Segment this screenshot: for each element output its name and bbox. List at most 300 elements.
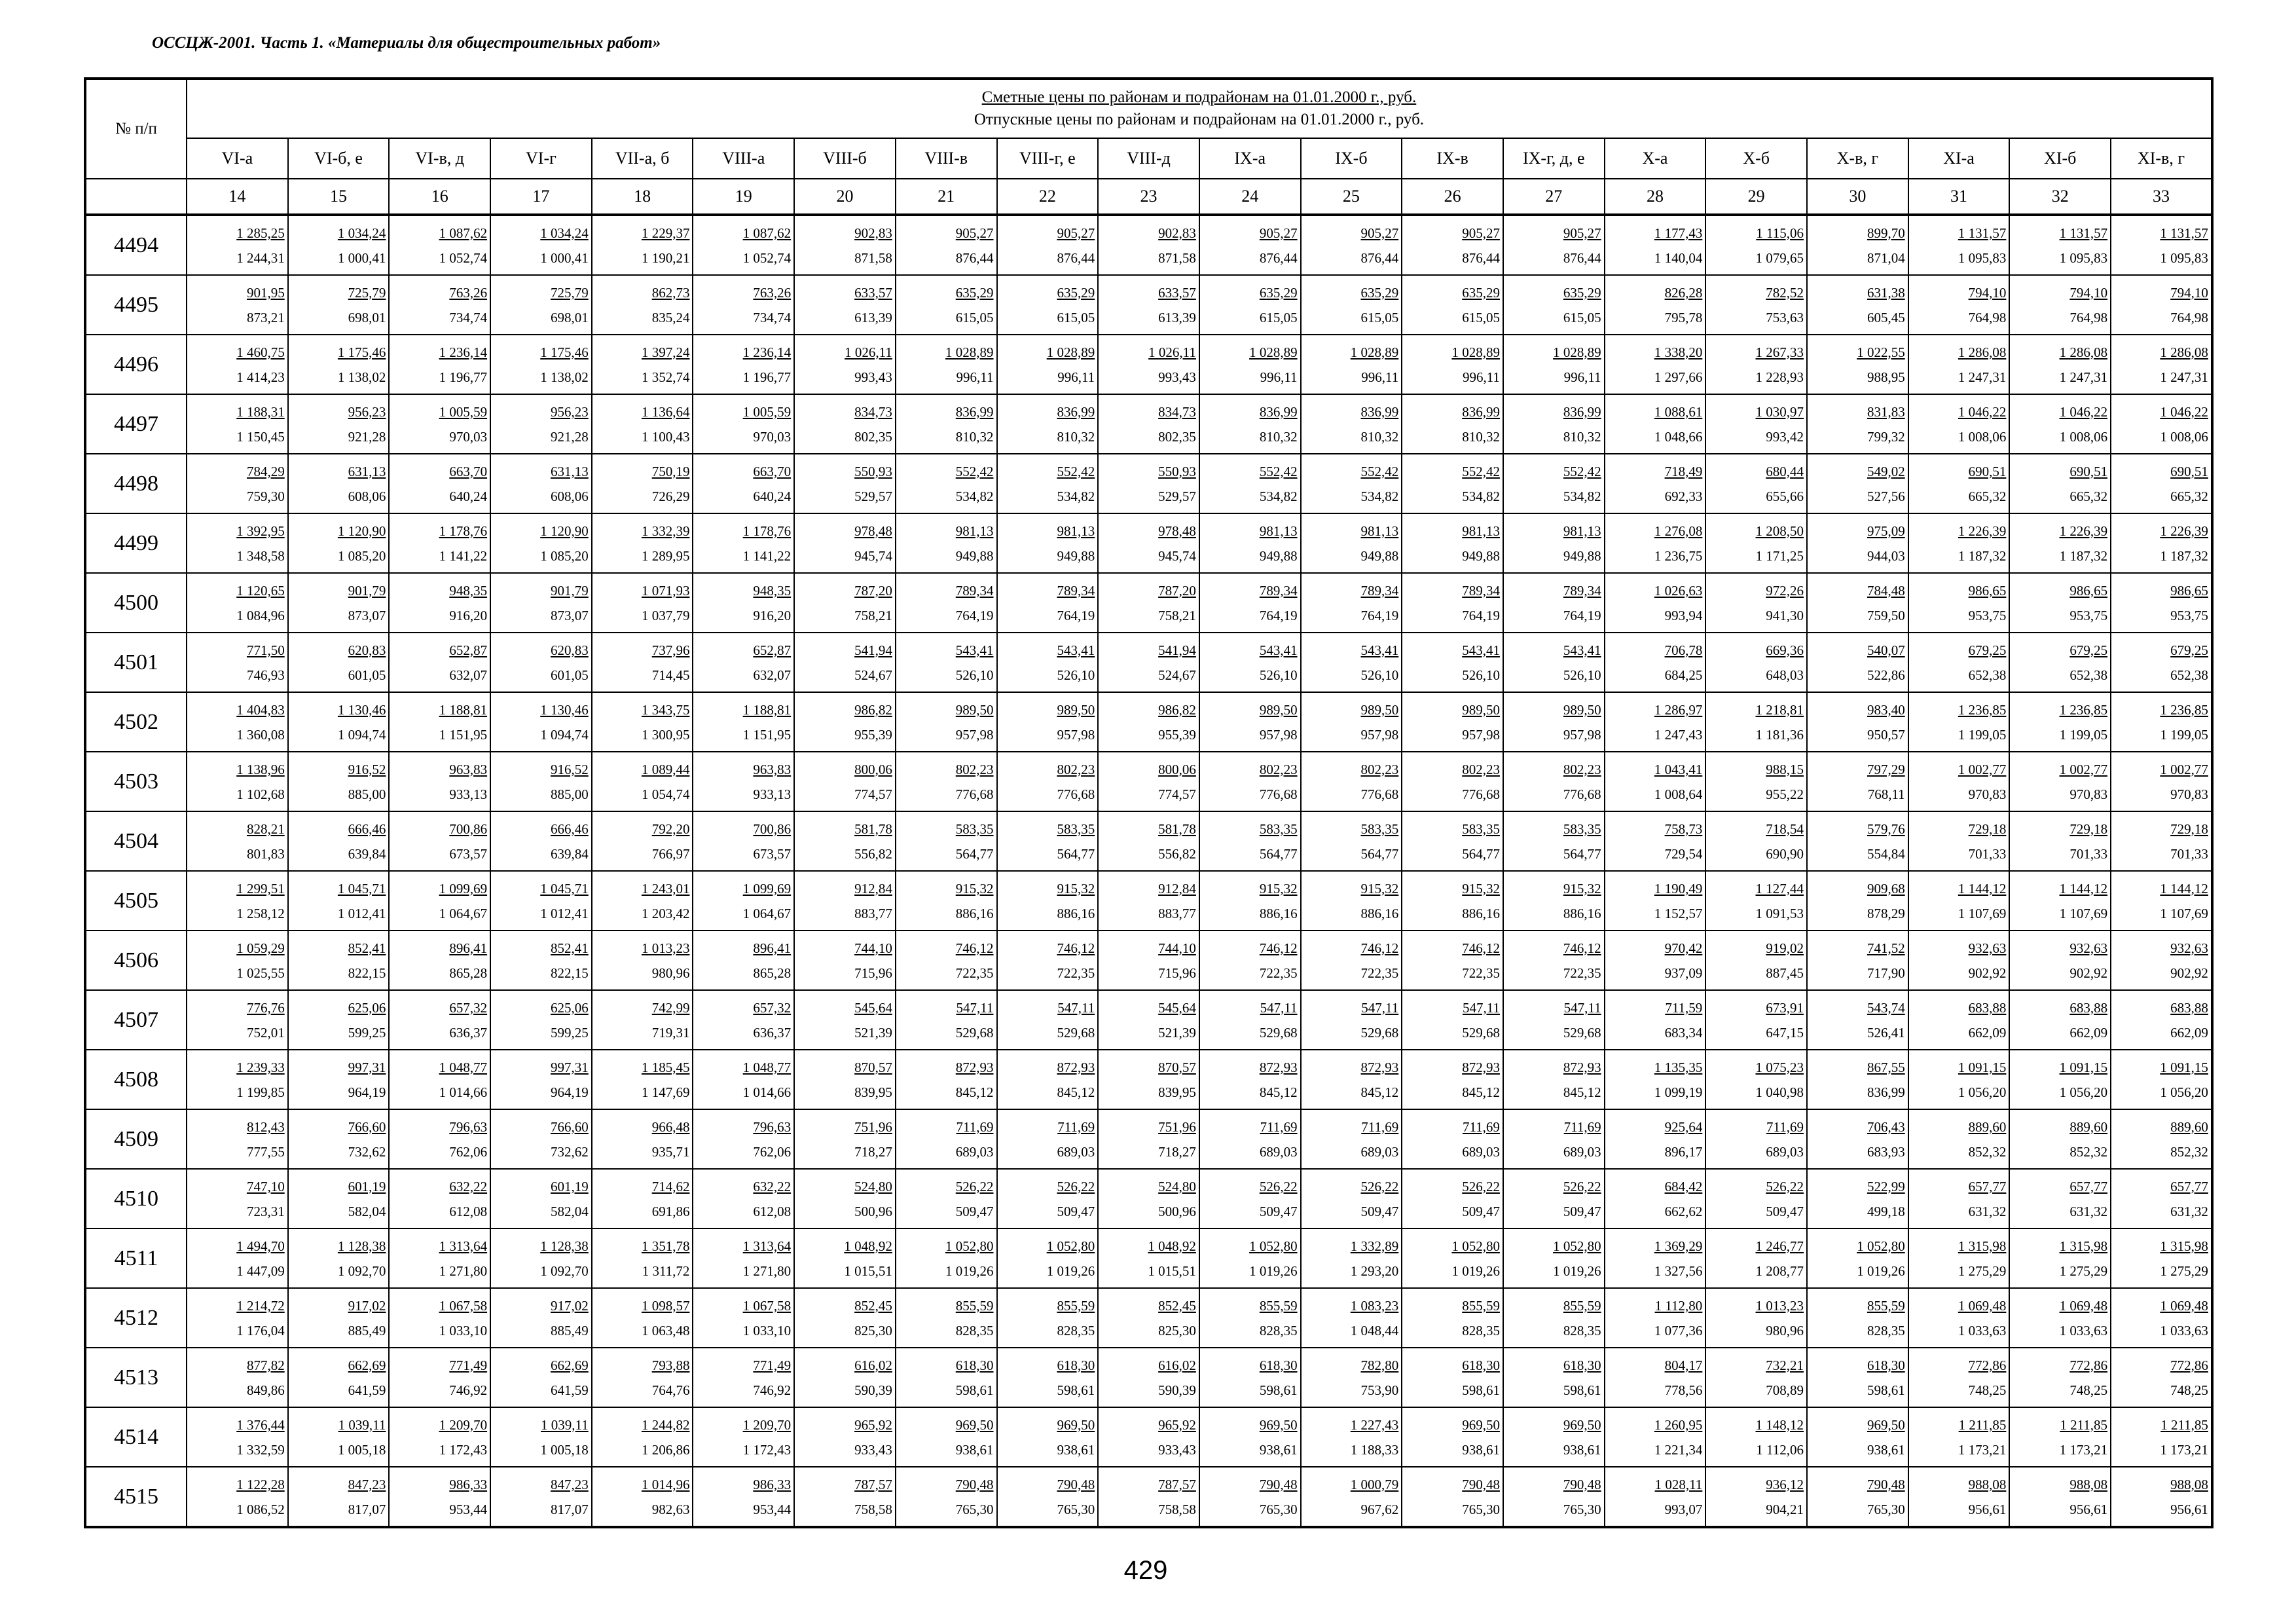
price-cell xyxy=(389,215,490,275)
price-cell xyxy=(1908,1288,2010,1348)
estimated-price: 1 130,46 xyxy=(337,701,386,718)
estimated-price: 1 088,61 xyxy=(1654,403,1703,420)
estimated-price: 666,46 xyxy=(348,821,386,837)
release-price: 1 077,36 xyxy=(1654,1322,1703,1338)
price-cell xyxy=(389,1288,490,1348)
estimated-price: 905,27 xyxy=(1360,225,1399,241)
estimated-price: 963,83 xyxy=(449,761,488,777)
estimated-price: 794,10 xyxy=(2170,284,2208,301)
release-price: 765,30 xyxy=(955,1501,994,1517)
release-price: 956,61 xyxy=(2069,1501,2108,1517)
estimated-price: 1 013,23 xyxy=(1755,1297,1804,1314)
price-cell xyxy=(1098,931,1199,990)
row-number: 4504 xyxy=(85,811,187,871)
price-cell xyxy=(1705,215,1807,275)
estimated-price: 917,02 xyxy=(551,1297,589,1314)
release-price: 876,44 xyxy=(1462,249,1500,266)
price-cell xyxy=(794,752,896,811)
price-cell xyxy=(1199,811,1301,871)
release-price: 529,68 xyxy=(1462,1024,1500,1041)
release-price: 564,77 xyxy=(1360,845,1399,862)
estimated-price: 1 369,29 xyxy=(1654,1238,1703,1254)
release-price: 996,11 xyxy=(956,369,994,385)
release-price: 722,35 xyxy=(1360,965,1399,981)
price-cell xyxy=(1807,1467,1908,1527)
release-price: 933,43 xyxy=(854,1441,892,1458)
release-price: 689,03 xyxy=(955,1143,994,1160)
release-price: 615,05 xyxy=(1462,309,1500,325)
estimated-price: 1 286,08 xyxy=(2059,344,2108,360)
release-price: 852,32 xyxy=(2170,1143,2208,1160)
price-cell xyxy=(997,1348,1099,1407)
estimated-price: 1 028,89 xyxy=(1451,344,1500,360)
estimated-price: 742,99 xyxy=(651,999,690,1016)
estimated-price: 711,69 xyxy=(956,1118,994,1135)
release-price: 1 019,26 xyxy=(1249,1263,1298,1279)
estimated-price: 1 098,57 xyxy=(641,1297,690,1314)
release-price: 608,06 xyxy=(551,488,589,504)
release-price: 691,86 xyxy=(651,1203,690,1219)
release-price: 662,09 xyxy=(1968,1024,2007,1041)
price-cell xyxy=(592,513,693,573)
release-price: 509,47 xyxy=(1563,1203,1601,1219)
release-price: 822,15 xyxy=(551,965,589,981)
estimated-price: 986,65 xyxy=(1968,582,2007,599)
estimated-price: 1 046,22 xyxy=(2059,403,2108,420)
estimated-price: 782,80 xyxy=(1360,1357,1399,1373)
estimated-price: 522,99 xyxy=(1867,1178,1905,1194)
estimated-price: 746,12 xyxy=(955,940,994,956)
price-cell xyxy=(1908,633,2010,692)
release-price: 758,21 xyxy=(854,607,892,623)
price-cell xyxy=(2009,692,2111,752)
price-cell xyxy=(1098,1288,1199,1348)
table-row xyxy=(85,1169,2212,1228)
price-cell xyxy=(1605,1288,1706,1348)
column-number: 17 xyxy=(490,179,592,215)
price-cell xyxy=(1402,1228,1503,1288)
estimated-price: 1 048,92 xyxy=(844,1238,892,1254)
release-price: 662,09 xyxy=(2069,1024,2108,1041)
estimated-price: 632,22 xyxy=(449,1178,488,1194)
estimated-price: 989,50 xyxy=(1259,701,1298,718)
row-number: 4500 xyxy=(85,573,187,633)
release-price: 652,38 xyxy=(2170,667,2208,683)
release-price: 1 019,26 xyxy=(945,1263,994,1279)
table-row xyxy=(85,633,2212,692)
table-row xyxy=(85,335,2212,394)
release-price: 1 033,10 xyxy=(439,1322,488,1338)
column-number: 31 xyxy=(1908,179,2010,215)
column-number-row xyxy=(85,179,2212,215)
release-price: 964,19 xyxy=(348,1084,386,1100)
estimated-price: 549,02 xyxy=(1867,463,1905,479)
estimated-price: 1 315,98 xyxy=(1958,1238,2007,1254)
column-number: 30 xyxy=(1807,179,1908,215)
estimated-price: 989,50 xyxy=(1057,701,1095,718)
price-cell xyxy=(896,454,997,513)
price-cell xyxy=(997,692,1099,752)
column-number: 23 xyxy=(1098,179,1199,215)
region-header: XI-б xyxy=(2009,138,2111,179)
table-body xyxy=(85,215,2212,1527)
estimated-price: 925,64 xyxy=(1664,1118,1703,1135)
table-row xyxy=(85,454,2212,513)
estimated-price: 652,87 xyxy=(753,642,792,658)
release-price: 529,68 xyxy=(955,1024,994,1041)
price-cell xyxy=(1605,633,1706,692)
estimated-price: 969,50 xyxy=(1867,1416,1905,1433)
release-price: 1 092,70 xyxy=(337,1263,386,1279)
estimated-price: 657,77 xyxy=(2170,1178,2208,1194)
price-cell xyxy=(1908,573,2010,633)
estimated-price: 711,69 xyxy=(1563,1118,1601,1135)
price-cell xyxy=(490,692,592,752)
release-price: 683,34 xyxy=(1664,1024,1703,1041)
price-cell xyxy=(2009,394,2111,454)
price-cell xyxy=(592,454,693,513)
region-header: VI-в, д xyxy=(389,138,490,179)
release-price: 937,09 xyxy=(1664,965,1703,981)
estimated-price: 826,28 xyxy=(1664,284,1703,301)
release-price: 612,08 xyxy=(753,1203,792,1219)
estimated-price: 981,13 xyxy=(1360,523,1399,539)
release-price: 734,74 xyxy=(753,309,792,325)
price-cell xyxy=(997,215,1099,275)
table-row xyxy=(85,931,2212,990)
estimated-price: 1 034,24 xyxy=(337,225,386,241)
release-price: 955,39 xyxy=(854,726,892,743)
release-price: 1 247,43 xyxy=(1654,726,1703,743)
estimated-price: 986,65 xyxy=(2069,582,2108,599)
price-cell xyxy=(2111,275,2212,335)
estimated-price: 1 227,43 xyxy=(1350,1416,1399,1433)
release-price: 810,32 xyxy=(1563,428,1601,445)
price-cell xyxy=(693,215,794,275)
release-price: 758,21 xyxy=(1158,607,1196,623)
release-price: 802,35 xyxy=(854,428,892,445)
price-cell xyxy=(187,692,288,752)
estimated-price: 1 188,81 xyxy=(439,701,488,718)
release-price: 957,98 xyxy=(1057,726,1095,743)
release-price: 1 085,20 xyxy=(337,547,386,564)
price-cell xyxy=(997,1228,1099,1288)
column-number: 14 xyxy=(187,179,288,215)
price-cell xyxy=(2111,1228,2212,1288)
price-cell xyxy=(2111,335,2212,394)
price-cell xyxy=(997,1050,1099,1109)
release-price: 715,96 xyxy=(1158,965,1196,981)
release-price: 776,68 xyxy=(1057,786,1095,802)
price-cell xyxy=(896,633,997,692)
release-price: 698,01 xyxy=(348,309,386,325)
release-price: 652,38 xyxy=(2069,667,2108,683)
price-cell xyxy=(1098,990,1199,1050)
price-cell xyxy=(288,454,390,513)
estimated-price: 524,80 xyxy=(854,1178,892,1194)
price-cell xyxy=(896,1348,997,1407)
row-number: 4496 xyxy=(85,335,187,394)
price-cell xyxy=(997,394,1099,454)
estimated-price: 834,73 xyxy=(1158,403,1196,420)
estimated-price: 862,73 xyxy=(651,284,690,301)
release-price: 598,61 xyxy=(1462,1382,1500,1398)
estimated-price: 867,55 xyxy=(1867,1059,1905,1075)
price-cell xyxy=(389,990,490,1050)
release-price: 828,35 xyxy=(1563,1322,1601,1338)
release-price: 662,09 xyxy=(2170,1024,2208,1041)
price-cell xyxy=(1402,931,1503,990)
estimated-price: 988,08 xyxy=(2170,1476,2208,1492)
estimated-price: 583,35 xyxy=(955,821,994,837)
estimated-price: 1 043,41 xyxy=(1654,761,1703,777)
price-cell xyxy=(187,394,288,454)
price-cell xyxy=(896,1169,997,1228)
release-price: 945,74 xyxy=(854,547,892,564)
release-price: 534,82 xyxy=(1462,488,1500,504)
estimated-price: 800,06 xyxy=(1158,761,1196,777)
price-cell xyxy=(2009,931,2111,990)
price-cell xyxy=(1301,335,1402,394)
release-price: 871,58 xyxy=(1158,249,1196,266)
price-cell xyxy=(1605,454,1706,513)
estimated-price: 872,93 xyxy=(955,1059,994,1075)
estimated-price: 1 286,08 xyxy=(1958,344,2007,360)
release-price: 1 199,05 xyxy=(2059,726,2108,743)
estimated-price: 1 045,71 xyxy=(337,880,386,896)
estimated-price: 912,84 xyxy=(854,880,892,896)
release-price: 873,21 xyxy=(246,309,285,325)
estimated-price: 526,22 xyxy=(1057,1178,1095,1194)
estimated-price: 988,08 xyxy=(1968,1476,2007,1492)
price-cell xyxy=(794,931,896,990)
estimated-price: 746,12 xyxy=(1259,940,1298,956)
release-price: 1 181,36 xyxy=(1755,726,1804,743)
price-cell xyxy=(794,871,896,931)
price-cell xyxy=(997,335,1099,394)
region-header: VIII-г, е xyxy=(997,138,1099,179)
estimated-price: 766,60 xyxy=(348,1118,386,1135)
estimated-price: 758,73 xyxy=(1664,821,1703,837)
release-price: 1 247,31 xyxy=(2160,369,2208,385)
release-price: 689,03 xyxy=(1259,1143,1298,1160)
estimated-price: 905,27 xyxy=(1259,225,1298,241)
price-cell xyxy=(592,871,693,931)
table-row xyxy=(85,1467,2212,1527)
release-price: 1 054,74 xyxy=(641,786,690,802)
release-price: 1 208,77 xyxy=(1755,1263,1804,1279)
price-cell xyxy=(2009,633,2111,692)
price-cell xyxy=(1301,1348,1402,1407)
release-price: 810,32 xyxy=(1057,428,1095,445)
release-price: 684,25 xyxy=(1664,667,1703,683)
price-cell xyxy=(1199,1109,1301,1169)
estimated-price: 790,48 xyxy=(1057,1476,1095,1492)
release-price: 764,98 xyxy=(1968,309,2007,325)
release-price: 810,32 xyxy=(1360,428,1399,445)
price-cell xyxy=(1807,871,1908,931)
price-cell xyxy=(2111,1348,2212,1407)
estimated-price: 1 034,24 xyxy=(540,225,589,241)
price-cell xyxy=(794,811,896,871)
estimated-price: 543,41 xyxy=(1057,642,1095,658)
release-price: 1 008,64 xyxy=(1654,786,1703,802)
release-price: 662,62 xyxy=(1664,1203,1703,1219)
price-cell xyxy=(2111,573,2212,633)
release-price: 953,44 xyxy=(753,1501,792,1517)
price-cell xyxy=(389,275,490,335)
release-price: 938,61 xyxy=(955,1441,994,1458)
release-price: 871,04 xyxy=(1867,249,1905,266)
release-price: 810,32 xyxy=(955,428,994,445)
release-price: 1 141,22 xyxy=(439,547,488,564)
row-number: 4510 xyxy=(85,1169,187,1228)
release-price: 689,03 xyxy=(1766,1143,1804,1160)
price-cell xyxy=(693,990,794,1050)
release-price: 774,57 xyxy=(854,786,892,802)
table-row xyxy=(85,1407,2212,1467)
estimated-price: 1 048,77 xyxy=(439,1059,488,1075)
price-cell xyxy=(2111,1467,2212,1527)
price-cell xyxy=(2111,692,2212,752)
price-cell xyxy=(389,871,490,931)
estimated-price: 989,50 xyxy=(955,701,994,718)
estimated-price: 1 039,11 xyxy=(338,1416,386,1433)
price-cell xyxy=(1402,454,1503,513)
price-cell xyxy=(2111,454,2212,513)
price-cell xyxy=(1301,394,1402,454)
row-number: 4506 xyxy=(85,931,187,990)
price-cell xyxy=(1098,394,1199,454)
row-number: 4497 xyxy=(85,394,187,454)
estimated-price: 956,23 xyxy=(551,403,589,420)
release-price: 640,24 xyxy=(753,488,792,504)
estimated-price: 852,41 xyxy=(348,940,386,956)
release-price: 521,39 xyxy=(854,1024,892,1041)
price-cell xyxy=(794,275,896,335)
release-price: 886,16 xyxy=(1259,905,1298,921)
row-number: 4514 xyxy=(85,1407,187,1467)
estimated-price: 1 246,77 xyxy=(1755,1238,1804,1254)
price-cell xyxy=(896,752,997,811)
column-number: 28 xyxy=(1605,179,1706,215)
estimated-price: 552,42 xyxy=(1360,463,1399,479)
row-number: 4512 xyxy=(85,1288,187,1348)
estimated-price: 836,99 xyxy=(1259,403,1298,420)
price-cell xyxy=(1705,990,1807,1050)
estimated-price: 1 243,01 xyxy=(641,880,690,896)
release-price: 1 140,04 xyxy=(1654,249,1703,266)
estimated-price: 583,35 xyxy=(1259,821,1298,837)
release-price: 902,92 xyxy=(1968,965,2007,981)
estimated-price: 792,20 xyxy=(651,821,690,837)
estimated-price: 635,29 xyxy=(1563,284,1601,301)
estimated-price: 802,23 xyxy=(1057,761,1095,777)
estimated-price: 1 048,77 xyxy=(742,1059,792,1075)
estimated-price: 771,50 xyxy=(246,642,285,658)
price-cell xyxy=(1908,752,2010,811)
region-header-row xyxy=(85,138,2212,179)
release-price: 615,05 xyxy=(955,309,994,325)
estimated-price: 804,17 xyxy=(1664,1357,1703,1373)
price-cell xyxy=(1301,573,1402,633)
column-number: 27 xyxy=(1503,179,1605,215)
release-price: 1 150,45 xyxy=(236,428,285,445)
release-price: 955,22 xyxy=(1766,786,1804,802)
price-cell xyxy=(1199,513,1301,573)
estimated-price: 802,23 xyxy=(1360,761,1399,777)
release-price: 871,58 xyxy=(854,249,892,266)
row-number: 4513 xyxy=(85,1348,187,1407)
price-cell xyxy=(1807,1109,1908,1169)
price-cell xyxy=(187,335,288,394)
release-price: 590,39 xyxy=(1158,1382,1196,1398)
estimated-price: 1 229,37 xyxy=(641,225,690,241)
estimated-price: 711,69 xyxy=(1462,1118,1500,1135)
estimated-price: 1 144,12 xyxy=(2160,880,2208,896)
estimated-price: 855,59 xyxy=(1867,1297,1905,1314)
estimated-price: 1 048,92 xyxy=(1148,1238,1196,1254)
price-cell xyxy=(592,633,693,692)
release-price: 950,57 xyxy=(1867,726,1905,743)
release-price: 1 171,25 xyxy=(1755,547,1804,564)
estimated-price: 1 115,06 xyxy=(1756,225,1804,241)
release-price: 982,63 xyxy=(651,1501,690,1517)
release-price: 1 271,80 xyxy=(439,1263,488,1279)
release-price: 598,61 xyxy=(1057,1382,1095,1398)
price-cell xyxy=(187,454,288,513)
price-cell xyxy=(1605,1109,1706,1169)
estimated-price: 618,30 xyxy=(955,1357,994,1373)
price-cell xyxy=(389,394,490,454)
release-price: 1 064,67 xyxy=(742,905,792,921)
estimated-price: 1 122,28 xyxy=(236,1476,285,1492)
estimated-price: 750,19 xyxy=(651,463,690,479)
estimated-price: 1 026,11 xyxy=(1148,344,1196,360)
price-cell xyxy=(1199,335,1301,394)
price-cell xyxy=(288,1467,390,1527)
price-cell xyxy=(1199,1228,1301,1288)
release-price: 777,55 xyxy=(246,1143,285,1160)
release-price: 916,20 xyxy=(449,607,488,623)
estimated-price: 1 313,64 xyxy=(439,1238,488,1254)
estimated-price: 986,82 xyxy=(854,701,892,718)
price-cell xyxy=(288,1228,390,1288)
price-cell xyxy=(490,990,592,1050)
estimated-price: 1 188,81 xyxy=(742,701,792,718)
estimated-price: 601,19 xyxy=(551,1178,589,1194)
price-cell xyxy=(490,1288,592,1348)
release-price: 1 056,20 xyxy=(1958,1084,2007,1100)
release-price: 714,45 xyxy=(651,667,690,683)
price-cell xyxy=(1098,871,1199,931)
estimated-price: 784,48 xyxy=(1867,582,1905,599)
estimated-price: 1 178,76 xyxy=(439,523,488,539)
release-price: 701,33 xyxy=(2069,845,2108,862)
price-cell xyxy=(997,633,1099,692)
release-price: 509,47 xyxy=(1462,1203,1500,1219)
price-cell xyxy=(288,1348,390,1407)
price-cell xyxy=(1199,752,1301,811)
price-cell xyxy=(288,573,390,633)
price-cell xyxy=(1503,1050,1605,1109)
estimated-price: 855,59 xyxy=(1563,1297,1601,1314)
release-price: 526,10 xyxy=(1057,667,1095,683)
column-number: 18 xyxy=(592,179,693,215)
price-cell xyxy=(794,454,896,513)
release-price: 729,54 xyxy=(1664,845,1703,862)
release-price: 1 005,18 xyxy=(337,1441,386,1458)
